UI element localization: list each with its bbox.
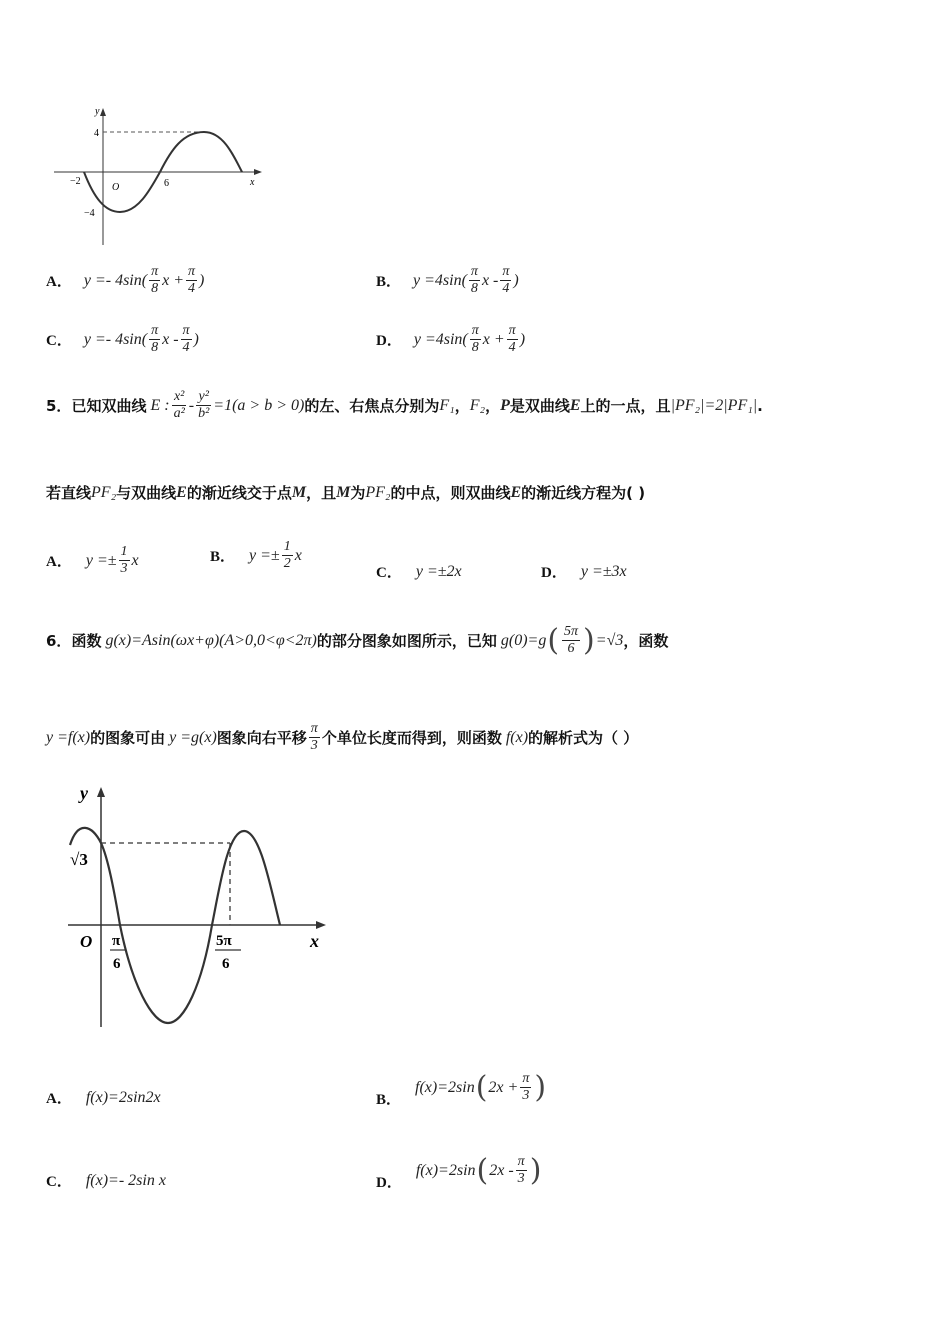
q5-option-b[interactable]: B． y =± $\frac{1}{2}$ x <box>210 539 302 571</box>
q4-option-a[interactable]: A． y =- 4sin( $\frac{\pi}{8}$ x + $\frac{\pi}{4}$ ) <box>46 264 205 296</box>
tick-neg2: −2 <box>70 176 81 187</box>
q6-line-2: y =f(x) 的图象可由 y =g(x) 图象向右平移 $\frac{\pi}{3}$ 个单位长度而得到，则函数 f(x) 的解析式为（ ） <box>46 721 639 753</box>
y-axis-label: y <box>95 106 100 117</box>
x-axis-label-2: x <box>310 931 319 951</box>
q4-option-c[interactable]: C． y =- 4sin( $\frac{\pi}{8}$ x - $\frac{\pi}{4}$ ) <box>46 323 199 355</box>
q5-option-a[interactable]: A． y =± $\frac{1}{3}$ x <box>46 544 139 576</box>
q6-option-d[interactable]: D． f(x)=2sin ( 2x - $\frac{\pi}{3}$ ) <box>376 1153 542 1191</box>
origin-label-2: O <box>80 932 93 951</box>
tick-4: 4 <box>94 128 99 139</box>
x-axis-label: x <box>250 177 255 188</box>
pi6-den: 6 <box>113 956 121 972</box>
q5-line-1: 5． 已知双曲线 E : $\frac{\text{x²}}{\text{a²}}$ - $\frac{\text{y²}}{\text{b²}}$ =1(a > b > 0) 的左、右焦点分别为 F₁ ， F₂ ， P 是双曲线 E 上的一点，且 |PF₂|=2|PF₁| . <box>46 389 763 421</box>
q6-option-c[interactable]: C． f(x)=- 2sin x <box>46 1171 166 1190</box>
graph-1 <box>50 100 270 250</box>
q5-option-d[interactable]: D． y =±3x <box>541 562 627 581</box>
q6-option-a[interactable]: A． f(x)=2sin2x <box>46 1088 161 1107</box>
origin-label: O <box>112 182 120 193</box>
q5-line-2: 若直线 PF₂ 与双曲线 E 的渐近线交于点 M ，且 M 为 PF₂ 的中点，则双曲线 E 的渐近线方程为( ) <box>46 483 646 502</box>
q6-option-b[interactable]: B． f(x)=2sin ( 2x + $\frac{\pi}{3}$ ) <box>376 1070 547 1108</box>
q6-line-1: 6． 函数 g(x)=Asin(ωx+φ)(A>0,0<φ<2π) 的部分图象如图所示，已知 g(0)=g ( $\frac{5\pi}{6}$ ) =√3 ，函数 <box>46 623 669 658</box>
5pi6-num: 5π <box>216 933 232 949</box>
tick-6: 6 <box>164 178 169 189</box>
y-axis-label-2: y <box>80 783 88 803</box>
pi6-num: π <box>112 933 121 949</box>
5pi6-den: 6 <box>222 956 230 972</box>
sqrt3-label: √3 <box>70 850 88 869</box>
q4-option-b[interactable]: B． y =4sin( $\frac{\pi}{8}$ x - $\frac{\pi}{4}$ ) <box>376 264 519 296</box>
graph-2 <box>60 775 340 1035</box>
q4-option-d[interactable]: D． y =4sin( $\frac{\pi}{8}$ x + $\frac{\pi}{4}$ ) <box>376 323 526 355</box>
tick-neg4: −4 <box>84 208 95 219</box>
q5-option-c[interactable]: C． y =±2x <box>376 562 462 581</box>
